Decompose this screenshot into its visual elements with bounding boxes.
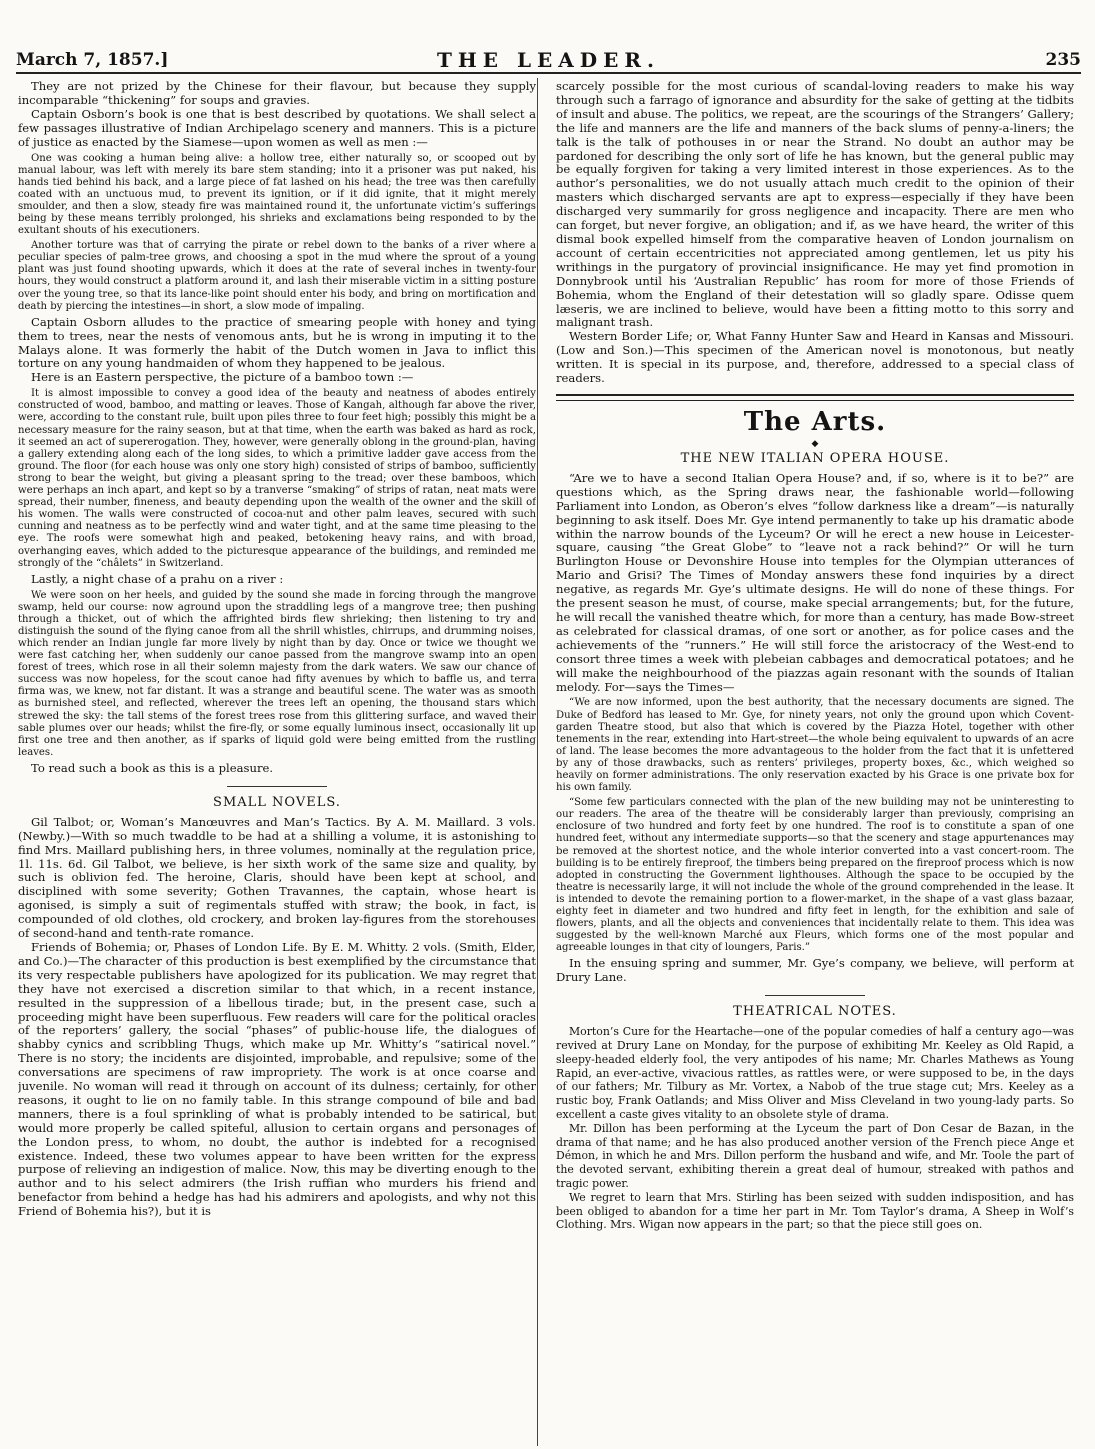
opera-paragraph-1: “Are we to have a second Italian Opera House? and, if so, where is it to be?” are questions which, as the Spring draws near, the fashionable world—following Parliament into London, as Oberon’s elves “follow darkness like a dream”—is naturally beginning to ask itself. Does Mr. Gye intend permanently to take up his dramatic abode within the narrow bounds of the Lyceum? Or will he erect a new house in Leicester-square, causing “the Great Globe” to “leave not a rack behind?” Or will he turn Burlington House or Devonshire House into temples for the Olympian utterances of Mario and Grisi? The Times of Monday answers these fond inquiries by a direct negative, as regards Mr. Gye’s ultimate designs. He will do none of these things. For the present season he must, of course, make special arrangements; but, for the future, he will recall the vanished theatre which, for more than a century, has made Bow-street as celebrated for classical dramas, of one sort or another, as for police cases and the achievements of the “runners.” He will still force the aristocracy of the West-end to consort three times a week with plebeian cabbages and democratical potatoes; and he will make the neighbourhood of the piazzas again resonant with the sounds of Italian melody. For—says the Times— [556, 470, 1074, 694]
intro-paragraph-1: They are not prized by the Chinese for their flavour, but because they supply incomparable “thickening” for soups and gravies. [18, 80, 536, 107]
notes-paragraph-2: Mr. Dillon has been performing at the Lyceum the part of Don Cesar de Bazan, in the drama of that name; and he has also produced another version of the French piece Ange et Démon, in which he and Mrs. Dillon perform the husband and wife, and Mr. Toole the part of the devoted servant, exhibiting therein a great deal of humour, streaked with pathos and tragic power. [556, 1121, 1074, 1190]
quote-bamboo-town: It is almost impossible to convey a good idea of the beauty and neatness of abodes entirely constructed of wood, bamboo, and matting or leaves. Those of Kangah, although far above the river, were, according to the constant rule, built upon piles three to four feet high; possibly this might be a necessary measure for the rainy season, but at that time, when the earth was baked as hard as rock, it seemed an act of supererogation. They, however, were generally oblong in the ground-plan, having a gallery extending along each of the long sides, to which a primitive ladder gave access from the ground. The floor (for each house was only one story high) consisted of strips of bamboo, sufficiently strong to bear the weight, but giving a pleasant spring to the tread; over these bamboos, which were perhaps an inch apart, and kept so by a tranverse “smaking” of strips of ratan, neat mats were spread, their number, fineness, and beauty depending upon the wealth of the owner and the skill of his women. The walls were constructed of cocoa-nut and other palm leaves, secured with such cunning and neatness as to be perfectly wind and water tight, and at the same time pleasing to the eye. The roofs were somewhat high and peaked, betokening heavy rains, and with broad, overhanging eaves, which added to the picturesque appearance of the buildings, and reminded me strongly of the “châlets” in Switzerland. [18, 388, 536, 569]
right-column [556, 80, 1074, 1440]
masthead [16, 48, 1081, 74]
left-column [18, 80, 536, 1440]
section-rule [227, 786, 327, 787]
paragraph-honey-torture: Captain Osborn alludes to the practice of smearing people with honey and tying them to trees, near the nests of venomous ants, but he is wrong in imputing it to the Malays alone. It was formerly the habit of the Dutch women in Java to inflict this torture on any young handmaiden of whom they happened to be jealous. [18, 314, 536, 371]
ornament-icon: ◆ [811, 438, 819, 449]
review-gil-talbot: Gil Talbot; or, Woman’s Manœuvres and Man’s Tactics. By A. M. Maillard. 3 vols. (Newby.)—With so much twaddle to be had at a shilling a volume, it is astonishing to find Mrs. Maillard publishing hers, in three volumes, nominally at the regulation price, 1l. 11s. 6d. Gil Talbot, we believe, is her sixth work of the same size and quality, by such is oblivion fed. The heroine, Claris, should have been kept at school, and disciplined with some severity; Gothen Travannes, the captain, whose heart is agonised, is simply a suit of regimentals stuffed with straw; the book, in fact, is compounded of old clothes, old crockery, and broken lay-figures from the storehouses of second-hand and tenth-rate romance. [18, 814, 536, 941]
quote-palm-torture: Another torture was that of carrying the pirate or rebel down to the banks of a river where a peculiar species of palm-tree grows, and choosing a spot in the mud where the sprout of a young plant was just found shooting upwards, which it does at the rate of several inches in twenty-four hours, they would construct a platform around it, and lash their miserable victim in a sitting posture over the young tree, so that its lance-like point should enter his body, and bring on mortification and death by piercing the intestines—in short, a slow mode of impaling. [18, 240, 536, 312]
column-divider [537, 78, 538, 1446]
notes-paragraph-3: We regret to learn that Mrs. Stirling has been seized with sudden indisposition, and has been obliged to abandon for a time her part in Mr. Tom Taylor’s drama, A Sheep in Wolf’s Clothing. Mrs. Wigan now appears in the part; so that the piece still goes on. [556, 1190, 1074, 1232]
opera-house-heading: THE NEW ITALIAN OPERA HOUSE. [680, 450, 950, 466]
arts-section-title: The Arts. [743, 406, 887, 437]
issue-date: March 7, 1857.] [16, 50, 169, 70]
quote-siamese-torture: One was cooking a human being alive: a hollow tree, either naturally so, or scooped out by manual labour, was left with merely its bare stem standing; into it a prisoner was put naked, his hands tied behind his back, and a large piece of fat lashed on his head; the tree was then carefully coated with an unctuous mud, to prevent its ignition, or if it did ignite, that it might merely smoulder, and then a slow, steady fire was maintained round it, the unfortunate victim’s sufferings being by these means terribly prolonged, his shrieks and exclamations being responded to by the exultant shouts of his executioners. [18, 152, 536, 237]
opera-quote-1: “We are now informed, upon the best authority, that the necessary documents are signed. The Duke of Bedford has leased to Mr. Gye, for ninety years, not only the ground upon which Covent-garden Theatre stood, but also that which is covered by the Piazza Hotel, together with other tenements in the rear, extending into Hart-street—the whole being equivalent to upwards of an acre of land. The lease becomes the more advantageous to the holder from the fact that it is unfettered by any of those drawbacks, such as renters’ privileges, property boxes, &c., which weighed so heavily on former administrations. The only reservation exacted by his Grace is one private box for his own family. [556, 697, 1074, 794]
section-double-rule [556, 394, 1074, 401]
paragraph-prahu-intro: Lastly, a night chase of a prahu on a river : [31, 571, 284, 586]
intro-paragraph-2: Captain Osborn’s book is one that is best described by quotations. We shall select a few passages illustrative of Indian Archipelago scenery and manners. This is a picture of justice as enacted by the Siamese—upon women as well as men :— [18, 106, 536, 149]
opera-quote-2: “Some few particulars connected with the plan of the new building may not be uninteresting to our readers. The area of the theatre will be considerably larger than previously, comprising an enclosure of two hundred and forty feet by one hundred. The roof is to constitute a span of one hundred feet, without any intermediate supports—so that the scenery and stage appurtenances may be removed at the shortest notice, and the whole interior converted into a vast concert-room. The building is to be entirely fireproof, the timbers being prepared on the fireproof process which is now adopted in constructing the Government lighthouses. Although the space to be occupied by the theatre is necessarily large, it will not include the whole of the ground comprehended in the lease. It is intended to devote the remaining portion to a flower-market, in the shape of a vast glass bazaar, eighty feet in diameter and two hundred and fifty feet in length, for the exhibition and sale of flowers, plants, and all the objects and conveniences that incidentally relate to them. This idea was suggested by the well-known Marché aux Fleurs, which forms one of the most popular and agreeable lounges in that city of loungers, Paris.” [556, 797, 1074, 954]
quote-night-chase: We were soon on her heels, and guided by the sound she made in forcing through the mangrove swamp, held our course: now aground upon the straddling legs of a mangrove tree; then pushing through a thicket, out of which the affrighted birds flew shrieking; then listening to try and distinguish the sound of the flying canoe from all the shrill whistles, chirrups, and drumming noises, which render an Indian jungle far more lively by night than by day. Once or twice we thought we were fast catching her, when suddenly our canoe passed from the mangrove swamp into an open forest of trees, which rose in all their solemn majesty from the dark waters. We saw our chance of success was now hopeless, for the scout canoe had fifty avenues by which to baffle us, and terra firma was, we knew, not far distant. It was a strange and beautiful scene. The water was as smooth as burnished steel, and reflected, wherever the trees left an opening, the thousand stars which strewed the sky: the tall stems of the forest trees rose from this glittering surface, and waved their sable plumes over our heads; whilst the fire-fly, or some equally luminous insect, occasionally lit up first one tree and then another, as if sparks of liquid gold were being emitted from the rustling leaves. [18, 589, 536, 758]
newspaper-title: THE LEADER. [437, 48, 660, 72]
theatrical-notes-heading: THEATRICAL NOTES. [733, 1004, 897, 1020]
notes-paragraph-1: Morton’s Cure for the Heartache—one of the popular comedies of half a century ago—was revived at Drury Lane on Monday, for the purpose of exhibiting Mr. Keeley as Old Rapid, a sleepy-headed elderly fool, the very antipodes of his name; Mr. Charles Mathews as Young Rapid, an ever-active, vivacious rattles, as rattles were, or were supposed to be, in the days of our fathers; Mr. Tilbury as Mr. Vortex, a Nabob of the true stage cut; Mrs. Keeley as a rustic boy, Frank Oatlands; and Miss Oliver and Miss Cleveland in two young-lady parts. So excellent a caste gives vitality to an obsolete style of drama. [556, 1025, 1074, 1121]
review-western-border-life: Western Border Life; or, What Fanny Hunter Saw and Heard in Kansas and Missouri. (Low and Son.)—This specimen of the American novel is monotonous, but neatly written. It is special in its purpose, and, therefore, addressed to a special class of readers. [556, 329, 1074, 386]
section-rule-2 [765, 995, 865, 996]
opera-paragraph-2: In the ensuing spring and summer, Mr. Gye’s company, we believe, will perform at Drury Lane. [556, 956, 1074, 985]
review-friends-of-bohemia: Friends of Bohemia; or, Phases of London Life. By E. M. Whitty. 2 vols. (Smith, Elder, and Co.)—The character of this production is best exemplified by the circumstance that its very respectable publishers have apologized for its publication. We may regret that they have not exercised a discretion similar to that which, in a recent instance, resulted in the suppression of a libellous tirade; but, in the present case, such a proceeding might have been superfluous. Few readers will care for the political oracles of the reporters’ gallery, the social “phases” of public-house life, the dialogues of shabby cynics and scribbling Thugs, which make up Mr. Whitty’s “satirical novel.” There is no story; the incidents are disjointed, improbable, and repulsive; some of the conversations are specimens of raw impropriety. The work is at once coarse and juvenile. No woman will read it through on account of its dulness; certainly, for other reasons, it ought to lie on no family table. In this strange compound of bile and bad manners, there is a foul sprinkling of what is probably intended to be satirical, but would more properly be called spiteful, allusion to certain organs and personages of the London press, to whom, no doubt, the author is indebted for a recognised existence. Indeed, these two volumes appear to have been written for the express purpose of relieving an indigestion of malice. Now, this may be diverting enough to the author and to his select admirers (the Irish ruffian who murders his friend and benefactor from behind a hedge has had his admirers and apologists, and why not this Friend of Bohemia his?), but it is [18, 939, 536, 1219]
page-number: 235 [1045, 50, 1081, 70]
small-novels-heading: SMALL NOVELS. [213, 794, 341, 810]
review-continuation: scarcely possible for the most curious of scandal-loving readers to make his way through such a farrago of ignorance and absurdity for the sake of getting at the tidbits of insult and abuse. The politics, we repeat, are the scourings of the Strangers’ Gallery; the life and manners are the life and manners of the back slums of penny-a-liners; the talk is the talk of pothouses in or near the Strand. No doubt an author may be pardoned for describing the only sort of life he has known, but the general public may be equally forgiven for taking a very limited interest in those experiences. As to the author’s personalities, we do not usually attach much credit to the opinion of their masters which discharged servants are apt to express—especially if they have been discharged very summarily for gross negligence and incapacity. There are men who can forget, but never forgive, an obligation; and if, as we have heard, the writer of this dismal book expelled himself from the comparative heaven of London journalism on account of certain eccentricities not appreciated among gentlemen, let us pity his writhings in the purgatory of provincial insignificance. He may yet find promotion in Donnybrook until his ‘Australian Republic’ has room for more of those Friends of Bohemia, whom the England of their detestation will so gladly spare. Odisse quem læseris, we are inclined to believe, would have been a fitting motto to this sorry and malignant trash. [556, 80, 1074, 330]
paragraph-bamboo-intro: Here is an Eastern perspective, the picture of a bamboo town :— [31, 370, 414, 385]
paragraph-conclusion: To read such a book as this is a pleasure. [31, 760, 274, 775]
